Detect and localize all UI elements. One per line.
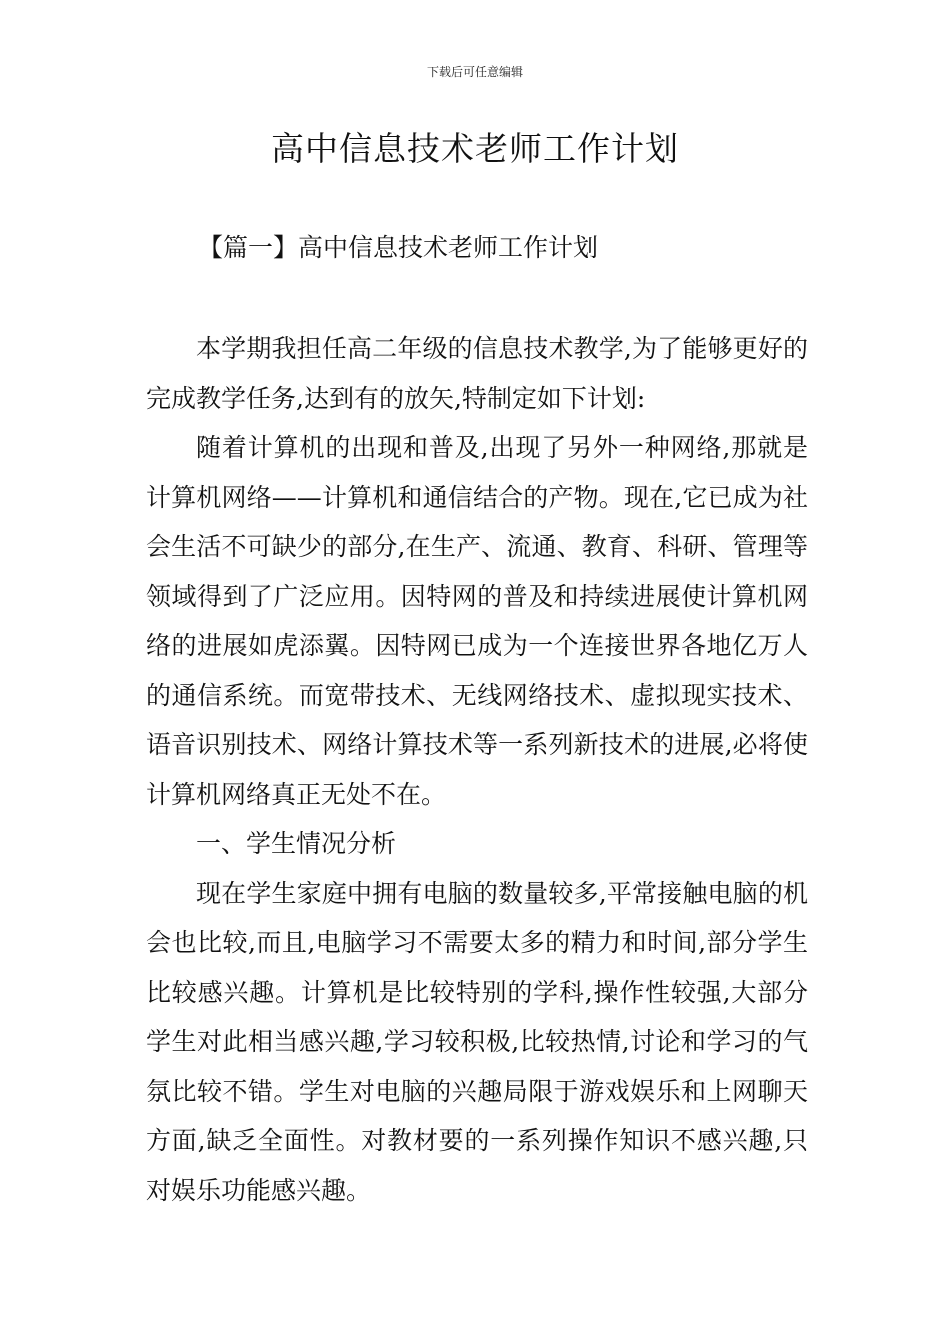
body-paragraph-network: 随着计算机的出现和普及,出现了另外一种网络,那就是计算机网络——计算机和通信结合的产物。现在,它已成为社会生活不可缺少的部分,在生产、流通、教育、科研、管理等领域得到了广泛应用。因特网的普及和持续进展使计算机网络的进展如虎添翼。因特网已成为一个连接世界各地亿万人的通信系统。而宽带技术、无线网络技术、虚拟现实技术、语音识别技术、网络计算技术等一系列新技术的进展,必将使计算机网络真正无处不在。 <box>146 433 808 809</box>
body-paragraph-students: 现在学生家庭中拥有电脑的数量较多,平常接触电脑的机会也比较,而且,电脑学习不需要太多的精力和时间,部分学生比较感兴趣。计算机是比较特别的学科,操作性较强,大部分学生对此相当感兴趣,学习较积极,比较热情,讨论和学习的气氛比较不错。学生对电脑的兴趣局限于游戏娱乐和上网聊天方面,缺乏全面性。对教材要的一系列操作知识不感兴趣,只对娱乐功能感兴趣。 <box>146 878 808 1205</box>
section-heading: 【篇一】高中信息技术老师工作计划 <box>198 233 599 262</box>
subheading-student-analysis: 一、学生情况分析 <box>196 829 397 858</box>
body-paragraph-intro: 本学期我担任高二年级的信息技术教学,为了能够更好的完成教学任务,达到有的放矢,特制定如下计划: <box>146 334 808 413</box>
page-header-note: 下载后可任意编辑 <box>426 65 523 79</box>
document-title: 高中信息技术老师工作计划 <box>271 129 679 168</box>
document-body <box>146 324 808 1215</box>
